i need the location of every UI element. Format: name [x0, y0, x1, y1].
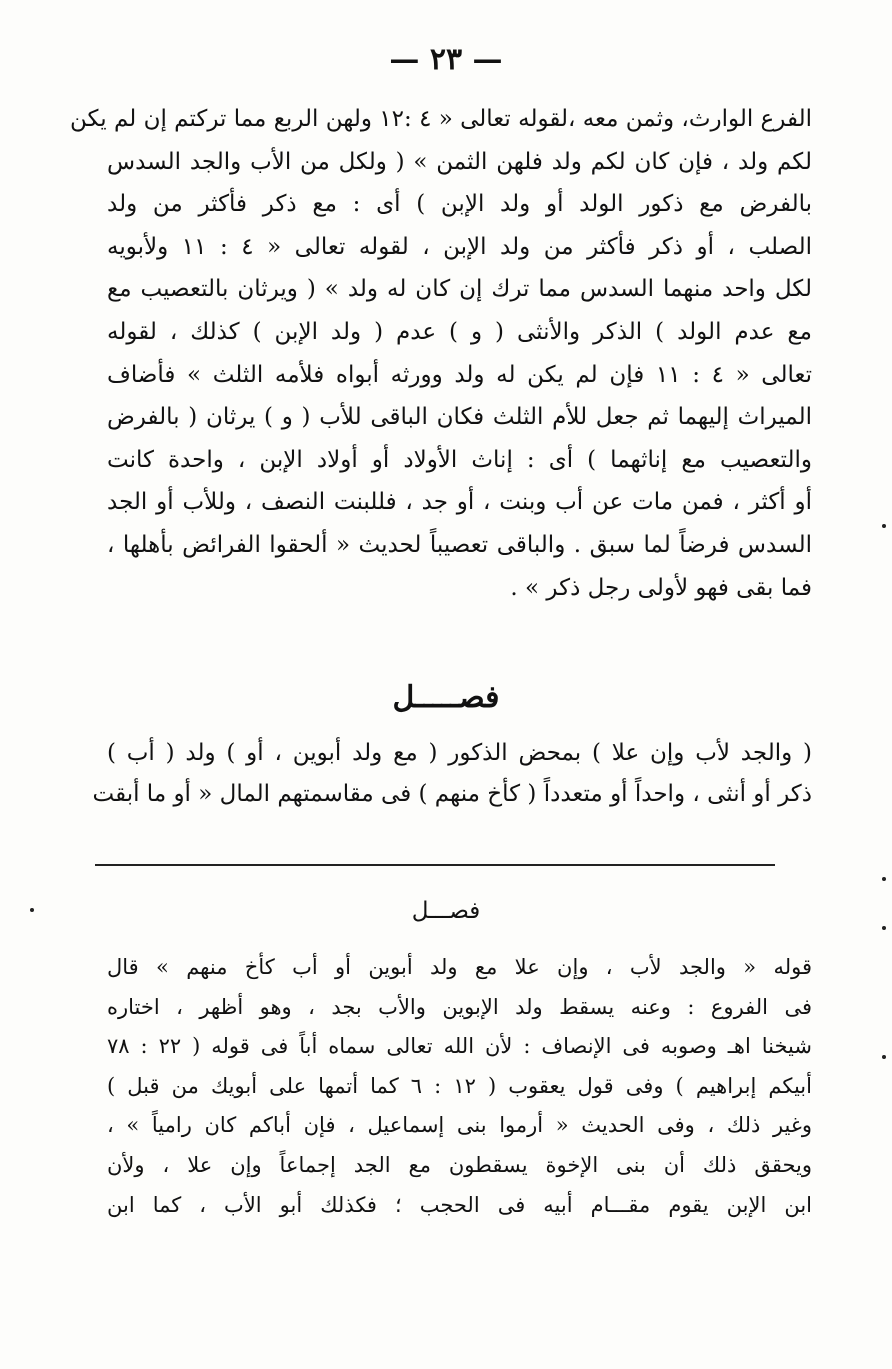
scan-speck: [882, 1055, 886, 1059]
scan-speck: [30, 908, 34, 912]
main-text-line: بالفرض مع ذكور الولد أو ولد الإبن ) أى : مع ذكر فأكثر من ولد: [107, 191, 812, 218]
main-text-line: أو أكثر ، فمن مات عن أب وبنت ، أو جد ، فللبنت النصف ، وللأب أو الجد: [107, 489, 812, 516]
page-number: — ٢٣ —: [389, 42, 503, 77]
main-text-line: لكم ولد ، فإن كان لكم ولد فلهن الثمن » ( ولكل من الأب والجد السدس: [107, 148, 812, 175]
main-text-line: الفرع الوارث، وثمن معه ،لقوله تعالى « ٤ :١٢ ولهن الربع مما تركتم إن لم يكن: [70, 106, 812, 132]
commentary-text-line: قوله « والجد لأب ، وإن علا مع ولد أبوين أو أب كأخ منهم » قال: [107, 955, 812, 979]
commentary-text-line: ابن الإبن يقوم مقـــام أبيه فى الحجب ؛ فكذلك أبو الأب ، كما ابن: [107, 1192, 812, 1217]
scan-speck: [882, 926, 886, 930]
main-text-block: [70, 98, 813, 609]
main-text-line: لكل واحد منهما السدس مما ترك إن كان له ولد » ( ويرثان بالتعصيب مع: [107, 276, 812, 303]
commentary-text-line: شيخنا اهـ وصوبه فى الإنصاف : لأن الله تعالى سماه أباً فى قوله ( ٢٢ : ٧٨: [107, 1034, 812, 1059]
commentary-text-block: [107, 948, 812, 1225]
footnote-divider: [95, 864, 775, 866]
main-text-last-line: فما بقى فهو لأولى رجل ذكر » .: [510, 574, 812, 601]
commentary-text-line: ويحقق ذلك أن بنى الإخوة يسقطون مع الجد إجماعاً وإن علا ، ولأن: [107, 1152, 812, 1177]
scan-speck: [882, 524, 886, 528]
section-text-line: ذكر أو أنثى ، واحداً أو متعدداً ( كأخ منهم ) فى مقاسمتهم المال « أو ما أبقت: [92, 781, 812, 807]
main-text-line: السدس فرضاً لما سبق . والباقى تعصيباً لحديث « ألحقوا الفرائض بأهلها ،: [107, 531, 812, 558]
commentary-heading: فصـــل: [411, 898, 481, 924]
main-text-line: الصلب ، أو ذكر فأكثر من ولد الإبن ، لقوله تعالى « ٤ : ١١ ولأبويه: [107, 233, 813, 260]
commentary-text-line: أبيكم إبراهيم ) وفى قول يعقوب ( ١٢ : ٦ كما أتمها على أبويك من قبل ): [107, 1073, 812, 1098]
main-text-line: والتعصيب مع إناثهما ) أى : إناث الأولاد أو أولاد الإبن ، واحدة كانت: [107, 446, 812, 473]
main-text-line: مع عدم الولد ) الذكر والأنثى ( و ) عدم ( ولد الإبن ) كذلك ، لقوله: [107, 318, 812, 345]
main-text-line: تعالى « ٤ : ١١ فإن لم يكن له ولد وورثه أبواه فلأمه الثلث » فأضاف: [107, 361, 812, 388]
main-text-line: الميراث إليهما ثم جعل للأم الثلث فكان الباقى للأب ( و ) يرثان ( بالفرض: [107, 404, 812, 431]
section-text-line: ( والجد لأب وإن علا ) بمحض الذكور ( مع ولد أبوين ، أو ) ولد ( أب ): [107, 740, 812, 766]
section-heading: فصـــــل: [392, 680, 500, 715]
commentary-text-line: فى الفروع : وعنه يسقط ولد الإبوين والأب بجد ، وهو أظهر ، اختاره: [107, 994, 812, 1019]
scan-speck: [882, 877, 886, 881]
section-text-block: [92, 733, 812, 815]
commentary-text-line: وغير ذلك ، وفى الحديث « أرموا بنى إسماعيل ، فإن أباكم كان رامياً » ،: [107, 1113, 812, 1138]
